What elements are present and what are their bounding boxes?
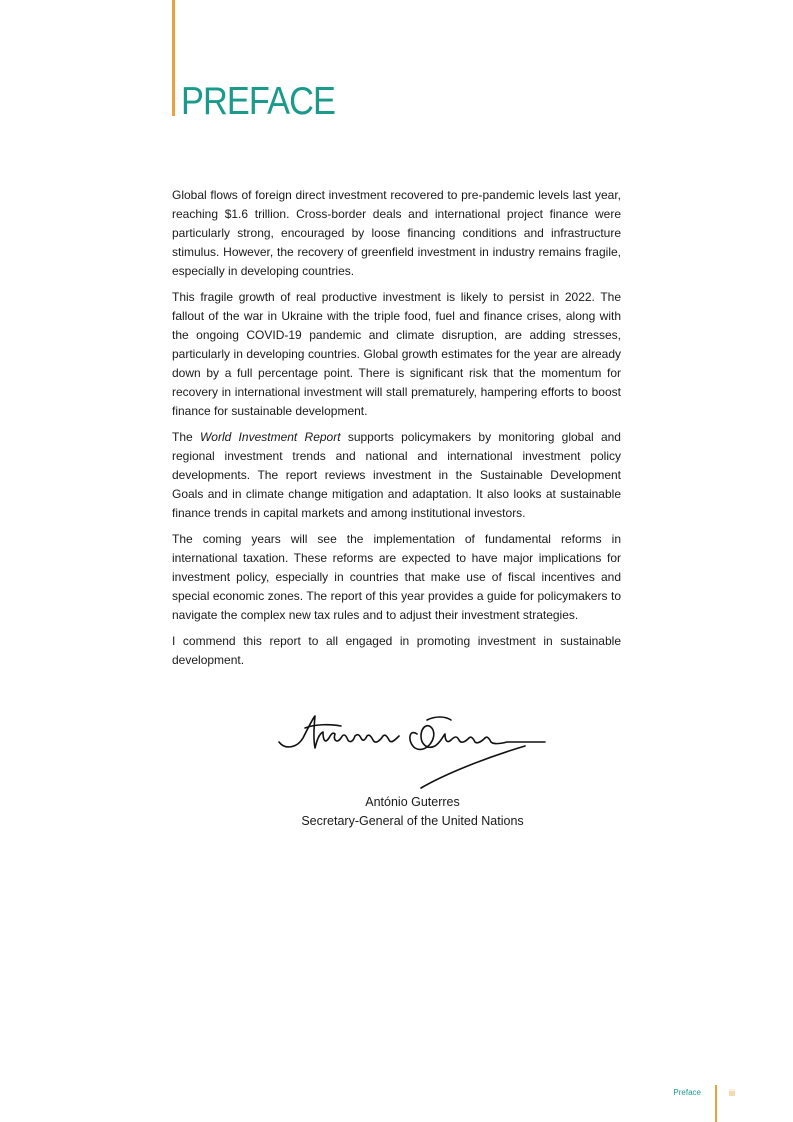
- paragraph-3-start: The: [172, 430, 200, 444]
- paragraph-2: This fragile growth of real productive investment is likely to persist in 2022. The fallout of the war in Ukraine with the triple food, fuel and finance crises, along with the ongoing COVID-19 pandemic and climate disruption, are adding stresses, particularly in developing countries. Global growth estimates for the year are already down by a full percentage point. There is significant risk that the momentum for recovery in international investment will stall prematurely, hampering efforts to boost finance for sustainable development.: [172, 290, 621, 418]
- paragraph-4: The coming years will see the implementation of fundamental reforms in international taxation. These reforms are expected to have major implications for investment policy, especially in countries that make use of fiscal incentives and special economic zones. The report of this year provides a guide for policymakers to navigate the complex new tax rules and to adjust their investment strategies.: [172, 532, 621, 622]
- paragraph-3-end: supports policymakers by monitoring global and regional investment trends and national and international investment policy developments. The report reviews investment in the Sustainable Development Goals and in climate change mitigation and adaptation. It also looks at sustainable finance trends in capital markets and among institutional investors.: [172, 430, 621, 520]
- report-title: World Investment Report: [199, 430, 341, 444]
- paragraph-3: [172, 428, 621, 523]
- preface-body: [172, 186, 621, 677]
- page-number: iii: [729, 1088, 735, 1098]
- signatory-title: Secretary-General of the United Nations: [301, 814, 524, 828]
- signatory-name: António Guterres: [365, 795, 460, 809]
- page-title: PREFACE: [181, 80, 336, 123]
- footer-section-label: Preface: [673, 1088, 701, 1097]
- signature: [275, 710, 550, 795]
- paragraph-1: Global flows of foreign direct investment recovered to pre-pandemic levels last year, reaching $1.6 trillion. Cross-border deals and international project finance were particularly strong, encouraged by loose financing conditions and infrastructure stimulus. However, the recovery of greenfield investment in industry remains fragile, especially in developing countries.: [172, 188, 621, 278]
- title-accent-bar: [172, 0, 175, 116]
- signatory-block: [250, 793, 575, 831]
- footer-divider: [715, 1085, 717, 1122]
- paragraph-5: I commend this report to all engaged in promoting investment in sustainable development.: [172, 634, 621, 667]
